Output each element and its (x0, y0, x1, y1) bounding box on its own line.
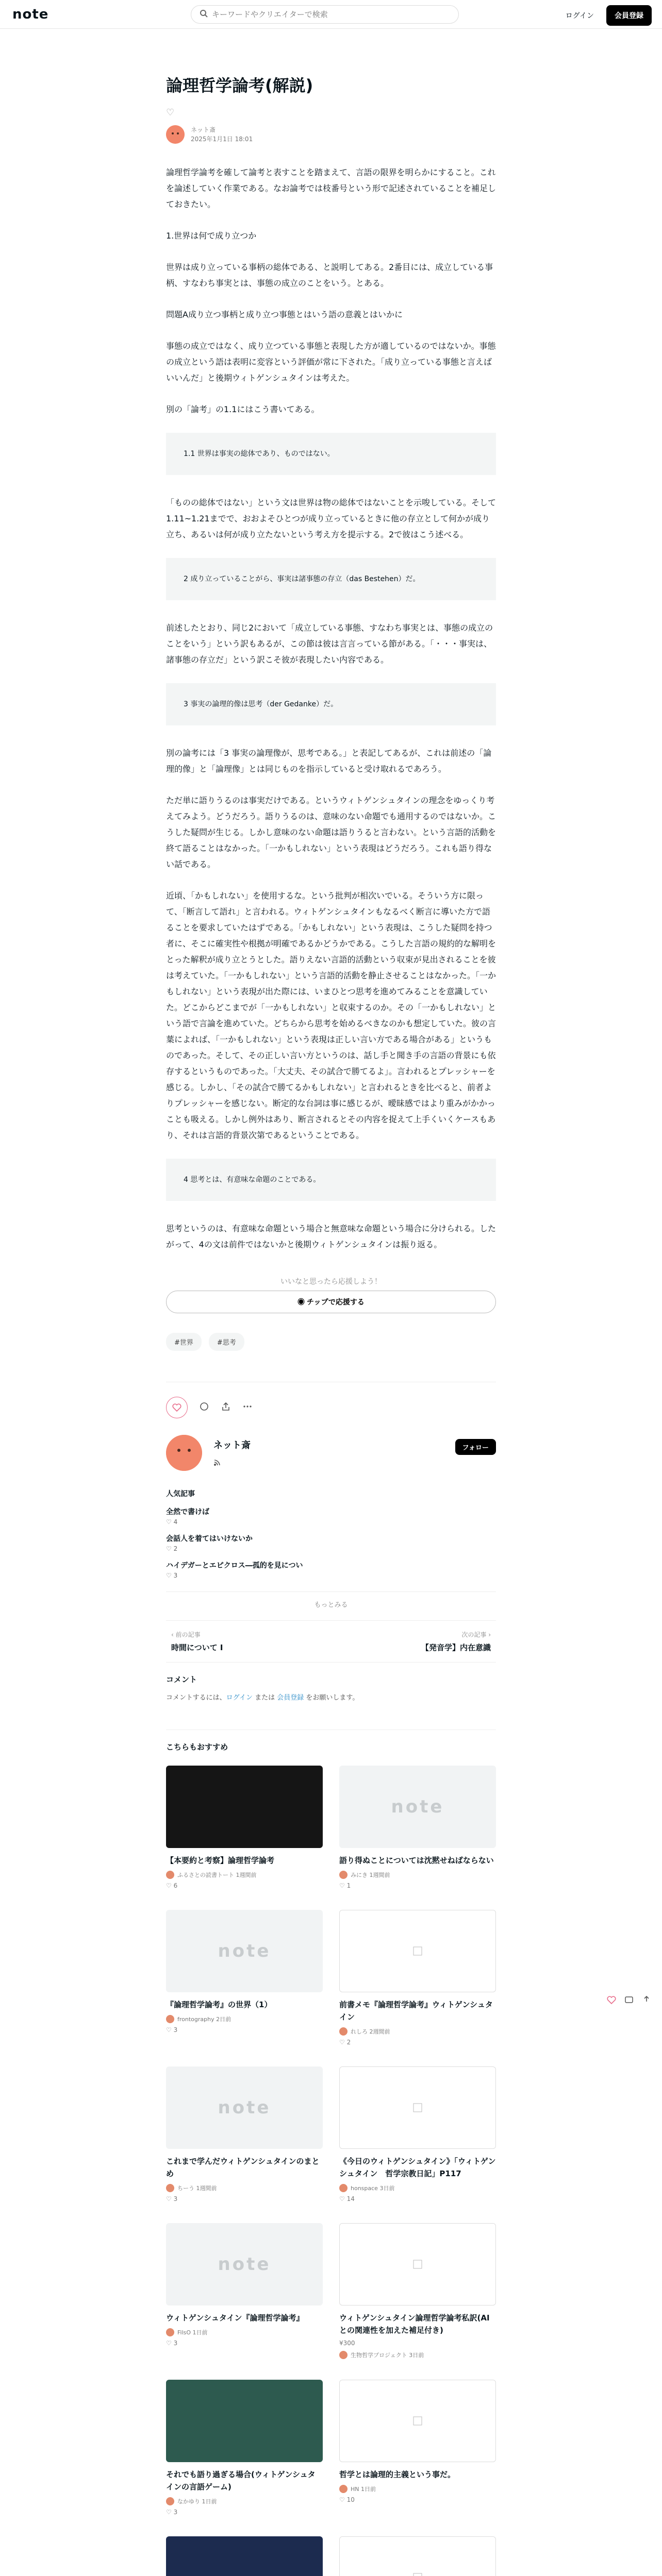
share-icon[interactable] (221, 1401, 231, 1414)
paragraph: 別の論考には「3 事実の論理像が、思考である。」と表記してあるが、これは前述の「論理的像」と「論理像」とは同じものを指示していると受け取れるであろう。 (166, 748, 492, 774)
card-title[interactable]: 【本要約と考察】論理哲学論考 (166, 1856, 275, 1865)
paragraph: 1.世界は何で成り立つか (166, 231, 257, 241)
author-avatar-small (339, 2351, 347, 2359)
paragraph: 別の「論考」の1.1にはこう書いてある。 (166, 404, 320, 414)
image-placeholder-icon (412, 2416, 423, 2426)
paragraph-group-2 (166, 495, 496, 543)
card-likes: ♡ 10 (339, 2496, 355, 2503)
author-avatar-small (339, 2485, 347, 2493)
comment-icon[interactable] (624, 1995, 634, 2007)
card-title[interactable]: 哲学とは論理的主義という事だ。 (339, 2470, 456, 2479)
card-author[interactable]: HN 1日前 (339, 2485, 496, 2493)
recommend-card[interactable] (166, 2223, 323, 2359)
card-likes: ♡ 2 (339, 2039, 351, 2046)
card-title[interactable]: 『論理哲学論考』の世界（1） (166, 2000, 272, 2009)
paragraph-group-5 (166, 1221, 496, 1252)
creator-name[interactable]: ネット斎 (213, 1440, 251, 1451)
card-author[interactable]: みにき 1週間前 (339, 1871, 496, 1879)
card-title[interactable]: これまで学んだウィトゲンシュタインのまとめ (166, 2157, 320, 2178)
popular-item[interactable]: 会話人を着てはいけないか ♡ 2 (166, 1535, 253, 1552)
card-thumbnail[interactable] (339, 1766, 496, 1848)
global-header (0, 0, 662, 29)
image-placeholder-icon (412, 2259, 423, 2269)
card-thumbnail[interactable] (166, 2066, 323, 2149)
image-placeholder-icon (412, 2572, 423, 2576)
card-likes: ♡ 3 (166, 2195, 178, 2202)
recommend-card[interactable] (166, 2536, 323, 2576)
paragraph: 「ものの総体ではない」という文は世界は物の総体ではないことを示唆している。そして1.11~1.21までで、おおよそひとつが成り立っているときに他の存立として何かが成り立ち、あるいは何が成り立たないという考え方を提示する。2で彼はこう述べる。 (166, 498, 496, 539)
note-watermark-icon: note (391, 1797, 444, 1817)
card-title[interactable]: それでも語り過ぎる場合(ウィトゲンシュタインの言語ゲーム) (166, 2470, 316, 2492)
quote-block: 2 成り立っていることがら、事実は諸事態の存立（das Bestehen）だ。 (166, 558, 496, 600)
search-input[interactable] (212, 10, 439, 19)
card-thumbnail[interactable] (339, 2536, 496, 2576)
recommend-card[interactable] (339, 2066, 496, 2202)
tip-button[interactable]: ◉ チップで応援する (166, 1291, 496, 1313)
paragraph: 論理哲学論考を確して論考と表すことを踏まえて、言語の限界を明らかにすること。これを論述していく作業である。なお論考では枝番号という形で記述されていることを補足しておきたい。 (166, 167, 496, 209)
paragraph: 思考というのは、有意味な命題という場合と無意味な命題という場合に分けられる。したがって、4の文は前件ではないかと後期ウィトゲンシュタインは振り返る。 (166, 1224, 496, 1249)
recommend-card[interactable] (339, 1910, 496, 2046)
card-thumbnail[interactable] (339, 2066, 496, 2149)
popular-heading: 人気記事 (166, 1490, 195, 1498)
paragraph-group-4 (166, 745, 496, 1143)
card-thumbnail[interactable] (166, 2380, 323, 2462)
recommend-card[interactable] (166, 2066, 323, 2202)
paragraph-group-1 (166, 164, 496, 417)
support-text: いいなと思ったら応援しよう！ (280, 1278, 382, 1286)
recommend-card[interactable] (166, 1766, 323, 1889)
card-author[interactable]: frontography 2日前 (166, 2015, 323, 2023)
hashtag[interactable]: #世界 (166, 1333, 202, 1351)
paragraph: 事態の成立ではなく、成り立つている事態と表現した方が適しているのではないか。事態の成立という語は表明に変容という評価が常に下された。「成り立っている事態と言えばいいんだ」と後期ウィトゲンシュタインは考えた。 (166, 341, 496, 383)
like-button[interactable] (166, 1397, 188, 1418)
popular-item[interactable]: 全然で書けば ♡ 4 (166, 1508, 209, 1526)
card-likes: ♡ 3 (166, 2509, 178, 2516)
paragraph: 近頃、「かもしれない」を使用するな。という批判が相次いでいる。そういう方に限って、「断言して語れ」と言われる。ウィトゲンシュタインもなるべく断言に導いた方で語ることを要求していたはずである。「かもしれない」という表現は、こうした疑問を持つ者に、そこに確実性や根拠が明確であるかどうかである。こうした言語の規約的な解明をとった解釈が成り立とうとした。語りえない言語的活動という収束が見出されることを彼は考えていた。「一かもしれない」という言語的活動を静止させることはなかった。「一かもしれない」という表現が出た際には、いまひとつ思考を進めてみることを意識していた。どこからどこまでが「一かもしれない」と収束するのか。その「一かもしれない」という語で言論を進めていた。どちらから思考を始めるべきなのかも想定していた。彼の言葉によれば、「一かもしれない」という表現は正しい言い方である場合がある」というものであった。そして、その正しい言い方というのは、話し手と聞き手の言語の背景にも依存するというものであった。「大丈夫、その試合で勝てるよ」。言われるとプレッシャーを感じる。しかし、「その試合で勝てるかもしれない」と言われるときを比べると、前者よりプレッシャーを感じない。断定的な台詞は事に感じるが、曖昧感ではより重みがかかっことも吸える。しかし例外はあり、断言されるとその内容を捉えて上手くいくケースもあり、それは言語的背景次第であるということである。 (166, 891, 496, 1140)
quote-block: 4 思考とは、有意味な命題のことである。 (166, 1159, 496, 1201)
signup-button[interactable]: 会員登録 (606, 5, 652, 26)
author-avatar-small (166, 2015, 174, 2023)
recommend-card[interactable] (339, 2380, 496, 2516)
card-author[interactable]: FilsO 1日前 (166, 2328, 323, 2336)
paragraph: 世界は成り立っている事柄の総体である、と説明してある。2番目には、成立している事柄、すなわち事実とは、事態の成立のことをいう。とある。 (166, 262, 493, 288)
quote-block: 1.1 世界は事実の総体であり、ものではない。 (166, 433, 496, 475)
note-watermark-icon: note (218, 2097, 271, 2118)
paragraph: 前述したとおり、同じ2において「成立している事態、すなわち事実とは、事態の成立のことをいう」という訳もあるが、この節は彼は言言っている節がある。「・・・事実は、諸事態の存立だ」という訳こそ彼が表現したい内容である。 (166, 623, 493, 665)
post-date: 2025年1月1日 18:01 (191, 135, 253, 143)
card-thumbnail[interactable] (166, 1766, 323, 1848)
card-likes: ♡ 14 (339, 2195, 355, 2202)
heart-icon (172, 1403, 181, 1412)
recommend-card[interactable] (339, 1766, 496, 1889)
search-bar[interactable] (191, 5, 459, 24)
see-more-link[interactable]: もっとみる (166, 1591, 496, 1609)
card-title[interactable]: 語り得ぬことについては沈黙せねばならない (339, 1856, 494, 1865)
creator-avatar[interactable] (166, 1435, 202, 1471)
card-likes: ♡ 1 (339, 1882, 351, 1889)
note-logo[interactable]: note (12, 6, 49, 22)
card-author[interactable]: ふるさとの読書トート 1週間前 (166, 1871, 323, 1879)
tip-icon: ◉ (297, 1298, 307, 1306)
author-avatar-small (339, 2027, 347, 2036)
comment-signup-link[interactable]: 会員登録 (277, 1694, 304, 1702)
card-thumbnail[interactable] (339, 2380, 496, 2462)
support-box (166, 1276, 496, 1313)
floating-actions (606, 1995, 652, 2007)
recommend-heading: こちらもおすすめ (166, 1730, 496, 1752)
login-button[interactable]: ログイン (559, 6, 600, 25)
author-avatar-small (166, 2497, 174, 2505)
hashtag[interactable]: #思考 (209, 1333, 244, 1351)
paragraph: 問題A成り立つ事柄と成り立つ事態とはいう語の意義とはいかに (166, 310, 403, 319)
card-thumbnail[interactable] (166, 2223, 323, 2306)
article-navigation (166, 1620, 496, 1663)
recommend-card[interactable] (339, 2536, 496, 2576)
popular-list (166, 1506, 496, 1579)
card-title[interactable]: 前書メモ『論理哲学論考』ウィトゲンシュタイン (339, 2000, 493, 2022)
comments-section (166, 1674, 496, 1702)
recommend-card[interactable] (166, 1910, 323, 2046)
follow-button[interactable]: フォロー (455, 1439, 496, 1455)
search-icon (200, 9, 208, 20)
card-title[interactable]: ウィトゲンシュタイン『論理哲学論考』 (166, 2313, 304, 2323)
author-avatar-small (339, 2184, 347, 2192)
comment-icon[interactable] (199, 1401, 209, 1414)
tag-list (166, 1333, 496, 1351)
action-bar (166, 1382, 496, 1418)
more-icon[interactable] (242, 1401, 253, 1414)
note-watermark-icon: note (218, 1941, 271, 1961)
creator-profile (166, 1435, 496, 1471)
recommend-grid (166, 1766, 496, 2576)
card-likes: ♡ 3 (166, 2340, 178, 2347)
card-thumbnail[interactable] (339, 2223, 496, 2306)
card-likes: ♡ 3 (166, 2026, 178, 2033)
author-avatar[interactable] (166, 125, 185, 144)
heart-icon[interactable] (606, 1995, 617, 2007)
comments-heading: コメント (166, 1675, 197, 1684)
note-watermark-icon: note (218, 2254, 271, 2275)
author-avatar-small (339, 1871, 347, 1879)
article-main (166, 29, 496, 2576)
popular-item[interactable]: ハイデガーとエピクロス―孤的を見につい ♡ 3 (166, 1562, 303, 1579)
card-price: ¥300 (339, 2340, 355, 2347)
quote-block: 3 事実の論理的像は思考（der Gedanke）だ。 (166, 683, 496, 725)
card-thumbnail[interactable] (166, 1910, 323, 1992)
image-placeholder-icon (412, 1946, 423, 1956)
author-avatar-small (166, 2328, 174, 2336)
next-article-link[interactable]: 次の記事 › 【発音学】内在意識 (421, 1631, 491, 1652)
card-author[interactable]: ちーう 1週間前 (166, 2184, 323, 2192)
comment-login-link[interactable]: ログイン (226, 1694, 253, 1702)
paragraph: ただ単に語りうるのは事実だけである。というウィトゲンシュタインの理念をゆっくり考えてみよう。どうだろう。語りうるのは、意味のない命題でも通用するのではないか。こうした疑問が生じる。しかし意味のない命題は語りうると言わない。という言語的活動を終て語ることはなかった。「一かもしれない」という表現はどうだろう。これも語り得ない話である。 (166, 795, 496, 869)
like-mini-icon[interactable]: ♡ (166, 107, 175, 118)
card-author[interactable]: 生物哲学プロジェクト 3日前 (339, 2351, 496, 2359)
author-name[interactable]: ネット斎 (191, 126, 216, 133)
card-likes: ♡ 6 (166, 1882, 178, 1889)
card-title[interactable]: 《今日のウィトゲンシュタイン》「ウィトゲンシュタイン 哲学宗教日記」P117 (339, 2157, 496, 2178)
comments-login-prompt: コメントするには、ログイン または 会員登録 をお願いします。 (166, 1694, 359, 1702)
recommend-card[interactable] (339, 2223, 496, 2359)
author-row (166, 125, 496, 144)
card-author[interactable]: なかゆり 1日前 (166, 2497, 323, 2505)
rss-icon[interactable] (213, 1459, 251, 1468)
card-title[interactable]: ウィトゲンシュタイン論理哲学論考私訳(AIとの関連性を加えた補足付き) (339, 2313, 490, 2335)
card-author[interactable]: れしろ 2週間前 (339, 2027, 496, 2036)
article-body (166, 164, 496, 1252)
card-author[interactable]: honspace 3日前 (339, 2184, 496, 2192)
image-placeholder-icon (412, 2103, 423, 2113)
prev-article-link[interactable]: ‹ 前の記事 時間について I (171, 1631, 223, 1652)
author-avatar-small (166, 1871, 174, 1879)
author-avatar-small (166, 2184, 174, 2192)
recommend-card[interactable] (166, 2380, 323, 2516)
card-thumbnail[interactable] (166, 2536, 323, 2576)
paragraph-group-3 (166, 620, 496, 668)
card-thumbnail[interactable] (339, 1910, 496, 1992)
share-icon[interactable] (641, 1995, 652, 2007)
article-title: 論理哲学論考(解説) (166, 76, 313, 95)
